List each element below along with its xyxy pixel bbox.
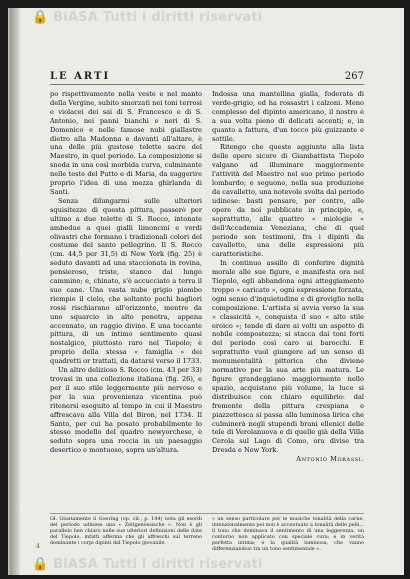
paragraph: Indossa una mantellina gialla, foderata di verde-grigio, ed ha rossastri i calzoni. Meno complesso del dipinto americano, il nostro è a sua volta pieno di delicati accenti; e, in quanto a fattura, d'un tocco più guizzante e sottile. (212, 90, 364, 143)
paragraph: po rispettivamente nella veste e nel manto della Vergine, subito smorzati nei toni terrosi e violacei dei sai di S. Francesco e di S. Antonio, nei panni bianchi e neri di S. Domenico e nelle famose nubi giallastre dietro alla Madonna e davanti all'altare, è una delle più gustose telette sacre del Maestro, in quel periodo. La composizione si snoda in una così morbida curva, culminante nelle teste del Putto e di Maria, da suggerire proprio l'idea di una mezza ghirlanda di Santi. (50, 90, 202, 196)
paragraph: In continuo assillo di conferire dignità morale alle sue figure, e manifesta ora nel Tiepolo, egli abbandona ogni atteggiamento troppo « caricato », ogni espressione forzata, ogni senso d'inquietudine e di groviglio nella composizione. L'artista si avvia verso la sua « classicità », conquista il suo « alto stile eroico »; tende di dare ai volti un aspetto di nobile compostezza; si stacca dai toni forti del periodo così caro ai barocchi. E soprattutto vuol giungere ad un senso di monumentalità pittorica che diviene normativo per la sua arte più matura. Le figure grandeggiano maggiormente nello spazio, acquistano più volume, la luce si distribuisce con chiaro equilibrio: dal fremente della pittura crespiana e piazzettesca si passa alla luminosa lirica che culminerà negli stupendi brani ellenici delle tele di Verolanuova e di quelle già della Villa Cerola sul Lago di Como, ora divise tra Dresda e New York. (212, 259, 364, 455)
paragraph: Ritengo che queste aggiunte alla lista delle opere sicure di Giambattista Tiepolo valgano ad illuminare maggiormente l'attività del Maestro nel suo primo periodo lombardo; e seguono, nella sua produzione da cavalletto, una notevole svolta dal periodo udinese: basti pensare, per contro, alle opere da noi pubblicate in principio, e, soprattutto, alle quattro « miologie » dell'Accademia Veneziana, che di quel periodo son testimoni, fra i dipinti da cavalletto, una delle espressioni più caratteristiche. (212, 143, 364, 259)
page-mark: 4 (36, 543, 40, 550)
watermark-bottom: 🔒 BiASA Tutti i diritti riservati (32, 557, 263, 572)
paragraph: Un altro delizioso S. Rocco (cm. 43 per 33) trovasi in una collezione italiana (fig. 26), e per il suo stile leggermente più nervoso e per la sua provenienza vicentina può ritenersi eseguito al tempo in cui il Maestro affrescava alla Villa del Biron, nel 1734. Il Santo, per cui ha posato probabilmente lo stesso modello del quadro newyorchese, è seduto sopra una roccia in un paesaggio desertico e montuoso, sopra un'altura. (50, 366, 202, 455)
running-header (50, 71, 364, 85)
footnotes (50, 513, 364, 552)
footnote-left: Gl. Giustamente il Goering (op. cit., p. 144) nota gli esordi del periodo udinese una « Zeitgenössische ». Non è gli parallelo ben chiaro nelle sue ulteriori definizioni delle date del Tiepolo, infatti afferma che gli affreschi sul terreno dominante i corpi dipinti dal Tiepolo giovanile. (50, 516, 202, 546)
running-title: LE ARTI (50, 71, 111, 82)
watermark-top: 🔒 BiASA Tutti i diritti riservati (32, 10, 263, 25)
left-column (50, 90, 202, 510)
paragraph: Senza dilungarmi sulle ulteriori squisitezze di questa pittura, passerò per ultimo a due telette di S. Rocco, intonate ambedue a quei gialli limoncini e verdi olivastri che formano i tradizionali colori del costume del santo pellegrino. Il S. Rocco (cm. 44,5 per 31,5) di New York (fig. 25) è seduto davanti ad una staccionata in rovina, pensieroso, triste, stanco dal lungo cammino; e, chinato, s'è accucciato a terra il suo cane. Una vasta nube grigio piombo riempie il cielo, che soltanto pochi bagliori rossi rischiarano all'orizzonte, mentre da uno squarcio in alto penetra, appena accennato, un raggio divino. È una toccante pittura, di un intimo sentimento quasi nostalgico, piuttosto raro nel Tiepolo; è proprio della stessa « famiglia » dei quadretti or trattati, da datarsi verso il 1733. (50, 196, 202, 366)
scanned-page (8, 8, 404, 575)
right-column (212, 90, 364, 510)
page-number: 267 (344, 71, 364, 82)
book-gutter (10, 8, 20, 575)
footnote-right: « un senso particolare per le musiche tonalità della carne, intenzionalmente poi non è accentuato a tonalità delle pelli... il tono che dominava il sentimento di una leggerezza, un contorno non applicato con speciale cura; e in verità perfetta intima; e la qualità luminosa, che vanno differenziandosi tra un tono sentimentale ». (212, 516, 364, 552)
text-columns (50, 90, 364, 510)
author-signature: Antonio Morassi. (296, 455, 364, 464)
